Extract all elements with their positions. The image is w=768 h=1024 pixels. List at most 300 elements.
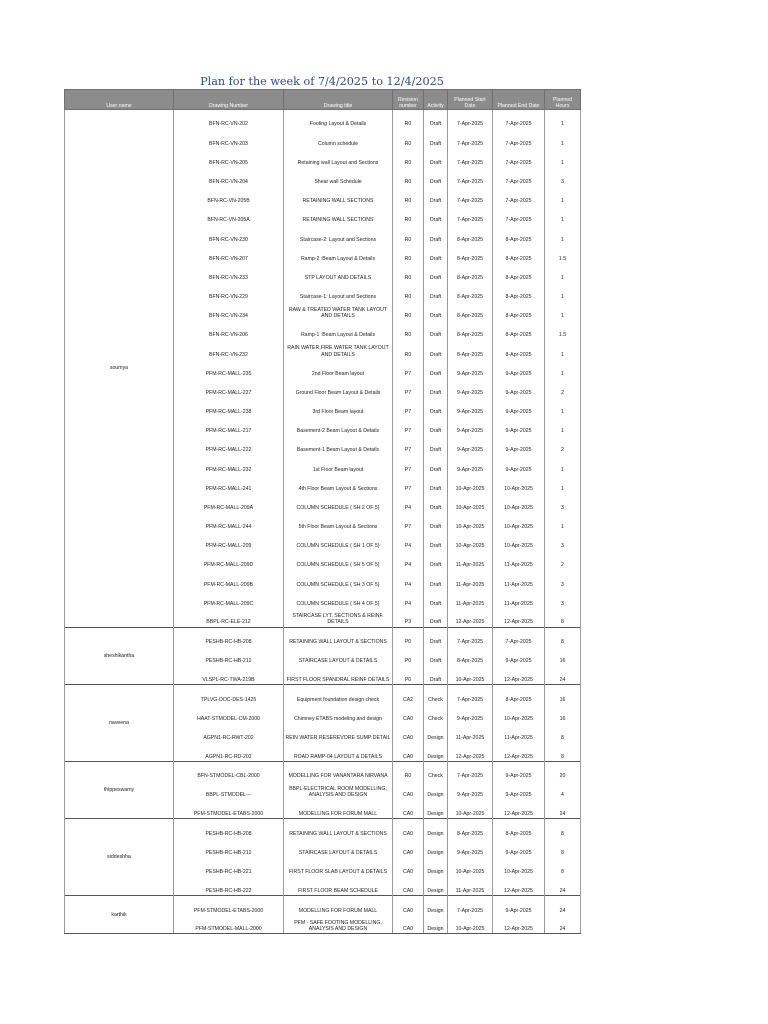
activity-cell xyxy=(424,531,448,550)
revision-text: P4 xyxy=(404,543,412,550)
hours-cell xyxy=(545,474,581,493)
drawing-title-cell xyxy=(284,205,393,224)
drawing-number-cell xyxy=(174,397,284,416)
revision-cell xyxy=(393,416,424,435)
end-date-text: 12-Apr-2025 xyxy=(504,926,533,933)
drawing-title-text: Basement-2 Beam Layout & Details xyxy=(296,428,380,435)
hours-cell xyxy=(545,800,581,819)
revision-text: CA0 xyxy=(402,869,414,876)
drawing-number-cell xyxy=(174,665,284,684)
hours-text: 3 xyxy=(561,581,564,588)
revision-cell xyxy=(393,627,424,646)
hours-cell xyxy=(545,531,581,550)
start-date-text: 9-Apr-2025 xyxy=(457,715,483,722)
end-date-text: 11-Apr-2025 xyxy=(504,581,533,588)
end-date-text: 7-Apr-2025 xyxy=(505,159,532,166)
end-date-text: 8-Apr-2025 xyxy=(505,236,532,243)
drawing-title-cell xyxy=(284,876,393,895)
start-date-text: 7-Apr-2025 xyxy=(457,696,483,703)
end-date-text: 12-Apr-2025 xyxy=(504,676,533,683)
drawing-title-text: Shear wall Schedule xyxy=(314,178,362,185)
end-date-text: 12-Apr-2025 xyxy=(504,811,533,818)
activity-cell xyxy=(424,896,448,915)
start-date-cell xyxy=(448,320,493,339)
hours-text: 1 xyxy=(561,121,564,128)
start-date-cell xyxy=(448,340,493,359)
start-date-text: 8-Apr-2025 xyxy=(457,658,483,665)
user-name-cell: thippeswamy xyxy=(65,761,174,819)
drawing-number-cell xyxy=(174,761,284,780)
end-date-text: 10-Apr-2025 xyxy=(504,524,533,531)
hours-text: 1 xyxy=(561,313,564,320)
hours-text: 1 xyxy=(561,370,564,377)
table-row xyxy=(65,761,581,780)
activity-cell xyxy=(424,550,448,569)
start-date-cell xyxy=(448,531,493,550)
end-date-text: 8-Apr-2025 xyxy=(505,332,532,339)
hours-cell xyxy=(545,819,581,838)
drawing-title-cell xyxy=(284,608,393,627)
drawing-number-text: PESHB-RC-HB-212 xyxy=(205,850,252,856)
revision-text: P0 xyxy=(404,676,412,683)
hours-cell xyxy=(545,167,581,186)
drawing-number-cell xyxy=(174,455,284,474)
end-date-cell xyxy=(493,167,545,186)
drawing-number-text: PESHB-RC-HB-208 xyxy=(205,830,252,837)
start-date-text: 8-Apr-2025 xyxy=(457,830,483,837)
activity-cell xyxy=(424,435,448,454)
hours-cell xyxy=(545,435,581,454)
activity-cell xyxy=(424,589,448,608)
drawing-number-cell xyxy=(174,340,284,359)
drawing-title-text: STAIRCASE LAYOUT & DETAILS xyxy=(298,850,378,856)
drawing-title-text: RETAINING WALL LAYOUT & SECTIONS xyxy=(289,830,387,837)
end-date-text: 9-Apr-2025 xyxy=(505,389,532,396)
drawing-number-cell xyxy=(174,531,284,550)
hours-text: 1 xyxy=(561,217,564,224)
drawing-title-text: MODELLING FOR VANANTARA NIRVANA xyxy=(288,773,388,780)
revision-text: CA0 xyxy=(402,811,414,818)
drawing-title-text: RETAINING WALL LAYOUT & SECTIONS xyxy=(289,639,387,646)
drawing-title-text: FIRST FLOOR BEAM SCHEDULE xyxy=(297,887,379,894)
drawing-number-cell xyxy=(174,781,284,800)
end-date-text: 8-Apr-2025 xyxy=(505,313,532,320)
activity-text: Draft xyxy=(429,389,442,396)
revision-text: P7 xyxy=(404,428,412,435)
hours-text: 1 xyxy=(561,198,564,205)
revision-cell xyxy=(393,838,424,857)
drawing-number-cell xyxy=(174,723,284,742)
drawing-title-cell xyxy=(284,915,393,934)
activity-cell xyxy=(424,876,448,895)
drawing-number-cell xyxy=(174,474,284,493)
start-date-text: 10-Apr-2025 xyxy=(455,811,485,818)
end-date-cell xyxy=(493,340,545,359)
activity-text: Draft xyxy=(429,140,442,147)
drawing-title-text: COLUMN SCHEDULE ( SH 4 OF 5) xyxy=(296,600,380,607)
drawing-title-cell xyxy=(284,685,393,704)
start-date-text: 11-Apr-2025 xyxy=(455,581,485,588)
start-date-text: 9-Apr-2025 xyxy=(457,466,483,473)
start-date-cell xyxy=(448,915,493,934)
activity-cell xyxy=(424,742,448,761)
drawing-number-cell xyxy=(174,646,284,665)
activity-text: Draft xyxy=(429,600,442,607)
activity-text: Check xyxy=(428,773,443,780)
drawing-title-cell xyxy=(284,512,393,531)
activity-text: Design xyxy=(427,734,444,741)
start-date-text: 8-Apr-2025 xyxy=(457,274,483,281)
end-date-text: 7-Apr-2025 xyxy=(505,121,532,128)
start-date-cell xyxy=(448,148,493,167)
table-row xyxy=(65,627,581,646)
drawing-title-cell xyxy=(284,761,393,780)
start-date-cell xyxy=(448,512,493,531)
activity-text: Draft xyxy=(429,351,442,358)
end-date-cell xyxy=(493,186,545,205)
start-date-cell xyxy=(448,167,493,186)
end-date-cell xyxy=(493,397,545,416)
end-date-text: 8-Apr-2025 xyxy=(505,830,532,837)
end-date-cell xyxy=(493,646,545,665)
activity-text: Design xyxy=(427,753,444,760)
activity-text: Draft xyxy=(429,217,442,224)
activity-text: Draft xyxy=(429,428,442,435)
drawing-number-text: BBPL-RC-ELE-212 xyxy=(206,619,251,626)
start-date-cell xyxy=(448,225,493,244)
activity-cell xyxy=(424,244,448,263)
drawing-number-cell xyxy=(174,359,284,378)
revision-cell xyxy=(393,320,424,339)
end-date-text: 9-Apr-2025 xyxy=(505,907,532,914)
start-date-text: 10-Apr-2025 xyxy=(455,869,485,876)
activity-text: Draft xyxy=(429,294,442,301)
drawing-number-cell xyxy=(174,263,284,282)
revision-text: R0 xyxy=(404,773,412,780)
drawing-number-text: AGPN1-RC-RWT-202 xyxy=(203,734,254,741)
revision-text: P4 xyxy=(404,562,412,569)
drawing-title-cell xyxy=(284,167,393,186)
revision-cell xyxy=(393,781,424,800)
drawing-title-text: RETAINING WALL SECTIONS xyxy=(302,217,374,224)
revision-text: R0 xyxy=(404,294,412,301)
drawing-number-text: PFM-RC-MALL-232 xyxy=(205,466,252,473)
activity-cell xyxy=(424,819,448,838)
activity-cell xyxy=(424,282,448,301)
drawing-title-cell xyxy=(284,110,393,129)
start-date-cell xyxy=(448,857,493,876)
hours-cell xyxy=(545,129,581,148)
revision-cell xyxy=(393,378,424,397)
drawing-title-text: PFM - SAFE FOOTING MODELLING, ANALYSIS AND DESIGN xyxy=(294,919,382,933)
drawing-number-text: PFM-RC-MALL-235 xyxy=(205,370,252,377)
end-date-cell xyxy=(493,455,545,474)
start-date-text: 11-Apr-2025 xyxy=(455,734,485,741)
revision-cell xyxy=(393,570,424,589)
start-date-text: 11-Apr-2025 xyxy=(455,562,485,569)
activity-text: Design xyxy=(427,887,444,894)
hours-text: 8 xyxy=(561,869,564,876)
table-row xyxy=(65,685,581,704)
drawing-number-cell xyxy=(174,110,284,129)
hours-text: 8 xyxy=(561,734,564,741)
start-date-text: 12-Apr-2025 xyxy=(455,619,485,626)
end-date-cell xyxy=(493,838,545,857)
drawing-title-cell xyxy=(284,627,393,646)
revision-text: P7 xyxy=(404,524,412,531)
end-date-cell xyxy=(493,263,545,282)
start-date-cell xyxy=(448,474,493,493)
drawing-number-text: BFN-RC-VN-205B xyxy=(207,198,250,205)
drawing-number-text: PESHB-RC-HB-212 xyxy=(205,658,252,665)
activity-text: Draft xyxy=(429,619,442,626)
drawing-title-text: Ramp-1 :Beam Layout & Details xyxy=(300,332,376,339)
hours-cell xyxy=(545,589,581,608)
end-date-text: 12-Apr-2025 xyxy=(504,619,533,626)
activity-cell xyxy=(424,723,448,742)
start-date-text: 9-Apr-2025 xyxy=(457,428,483,435)
drawing-title-cell xyxy=(284,244,393,263)
drawing-title-cell xyxy=(284,723,393,742)
hours-text: 1 xyxy=(561,428,564,435)
hours-cell xyxy=(545,186,581,205)
activity-text: Draft xyxy=(429,562,442,569)
start-date-cell xyxy=(448,359,493,378)
start-date-text: 9-Apr-2025 xyxy=(457,370,483,377)
drawing-number-cell xyxy=(174,685,284,704)
hours-text: 16 xyxy=(559,715,566,722)
drawing-number-text: BFN-STMODEL-CBL-2000 xyxy=(197,773,260,780)
drawing-number-text: TPLVG-DOC-DES-1425 xyxy=(200,696,257,703)
activity-cell xyxy=(424,320,448,339)
drawing-title-text: MODELLING FOR FORUM MALL xyxy=(298,811,378,818)
activity-text: Design xyxy=(427,811,444,818)
start-date-text: 8-Apr-2025 xyxy=(457,236,483,243)
start-date-text: 8-Apr-2025 xyxy=(457,255,483,262)
hours-cell xyxy=(545,320,581,339)
end-date-cell xyxy=(493,608,545,627)
hours-cell xyxy=(545,148,581,167)
drawing-number-text: PFM-RC-MALL-227 xyxy=(205,389,252,396)
drawing-title-cell xyxy=(284,282,393,301)
drawing-title-cell xyxy=(284,148,393,167)
end-date-cell xyxy=(493,205,545,224)
end-date-text: 8-Apr-2025 xyxy=(505,255,532,262)
drawing-number-text: BFN-RC-VN-233 xyxy=(209,274,248,281)
revision-text: P7 xyxy=(404,485,412,492)
hours-cell xyxy=(545,646,581,665)
hours-text: 1 xyxy=(561,274,564,281)
end-date-cell xyxy=(493,512,545,531)
end-date-cell xyxy=(493,665,545,684)
end-date-cell xyxy=(493,416,545,435)
activity-text: Draft xyxy=(429,332,442,339)
revision-cell xyxy=(393,205,424,224)
end-date-cell xyxy=(493,110,545,129)
hours-text: 3 xyxy=(561,178,564,185)
activity-text: Design xyxy=(427,907,444,914)
hours-text: 8 xyxy=(561,619,564,626)
activity-text: Draft xyxy=(429,178,442,185)
drawing-number-text: PFM-RC-MALL-238 xyxy=(205,409,252,416)
start-date-cell xyxy=(448,570,493,589)
end-date-cell xyxy=(493,589,545,608)
start-date-text: 10-Apr-2025 xyxy=(455,504,485,511)
revision-cell xyxy=(393,397,424,416)
end-date-text: 9-Apr-2025 xyxy=(505,792,532,799)
revision-text: CA0 xyxy=(402,850,414,856)
end-date-text: 8-Apr-2025 xyxy=(505,351,532,358)
start-date-text: 7-Apr-2025 xyxy=(457,121,483,128)
drawing-number-cell xyxy=(174,627,284,646)
activity-cell xyxy=(424,110,448,129)
revision-cell xyxy=(393,896,424,915)
activity-cell xyxy=(424,857,448,876)
activity-cell xyxy=(424,512,448,531)
activity-text: Draft xyxy=(429,236,442,243)
start-date-text: 7-Apr-2025 xyxy=(457,198,483,205)
activity-text: Draft xyxy=(429,581,442,588)
drawing-title-cell xyxy=(284,704,393,723)
drawing-title-text: STP LAYOUT AND DETAILS xyxy=(304,274,372,281)
header-revision-number: Revision number xyxy=(393,90,424,110)
end-date-text: 8-Apr-2025 xyxy=(505,274,532,281)
drawing-number-text: BFN-RC-VN-206 xyxy=(209,332,248,339)
table-row xyxy=(65,110,581,129)
revision-cell xyxy=(393,455,424,474)
activity-cell xyxy=(424,205,448,224)
start-date-cell xyxy=(448,244,493,263)
drawing-number-cell xyxy=(174,704,284,723)
start-date-text: 10-Apr-2025 xyxy=(455,926,485,933)
activity-text: Design xyxy=(427,869,444,876)
drawing-number-text: BFN-RC-VN-205A xyxy=(207,217,250,224)
revision-text: CA0 xyxy=(402,792,414,799)
drawing-title-cell xyxy=(284,340,393,359)
hours-text: 1 xyxy=(561,159,564,166)
drawing-number-cell xyxy=(174,838,284,857)
end-date-cell xyxy=(493,685,545,704)
end-date-text: 7-Apr-2025 xyxy=(505,140,532,147)
end-date-cell xyxy=(493,225,545,244)
activity-cell xyxy=(424,915,448,934)
revision-cell xyxy=(393,244,424,263)
page-title: Plan for the week of 7/4/2025 to 12/4/2025 xyxy=(200,75,444,88)
revision-cell xyxy=(393,876,424,895)
drawing-number-cell xyxy=(174,589,284,608)
end-date-text: 9-Apr-2025 xyxy=(505,850,532,856)
drawing-title-text: RAIN WATER,FIRE WATER TANK LAYOUT AND DETAILS xyxy=(287,345,389,358)
hours-text: 24 xyxy=(559,887,566,894)
hours-cell xyxy=(545,512,581,531)
drawing-title-text: STAIRCASE LYT, SECTIONS & REINF. DETAILS xyxy=(292,613,384,626)
end-date-text: 9-Apr-2025 xyxy=(505,658,532,665)
revision-text: P0 xyxy=(404,639,412,646)
end-date-text: 10-Apr-2025 xyxy=(504,504,533,511)
header-planned-start-date: Planned Start Date xyxy=(448,90,493,110)
end-date-cell xyxy=(493,493,545,512)
drawing-title-text: Equipment foundation design check xyxy=(296,696,380,703)
start-date-text: 12-Apr-2025 xyxy=(455,753,485,760)
hours-cell xyxy=(545,397,581,416)
drawing-number-text: BFN-RC-VN-204 xyxy=(209,178,248,185)
hours-cell xyxy=(545,205,581,224)
user-name-cell: sheshikantha xyxy=(65,627,174,685)
hours-cell xyxy=(545,378,581,397)
revision-cell xyxy=(393,723,424,742)
drawing-number-cell xyxy=(174,378,284,397)
hours-cell xyxy=(545,761,581,780)
drawing-number-text: BFN-RC-VN-202 xyxy=(209,121,248,128)
end-date-cell xyxy=(493,896,545,915)
activity-cell xyxy=(424,455,448,474)
drawing-number-text: PFM-RC-MALL-222 xyxy=(205,447,252,454)
hours-cell xyxy=(545,455,581,474)
drawing-title-cell xyxy=(284,819,393,838)
hours-cell xyxy=(545,723,581,742)
drawing-number-cell xyxy=(174,129,284,148)
drawing-title-cell xyxy=(284,129,393,148)
revision-cell xyxy=(393,129,424,148)
activity-text: Draft xyxy=(429,504,442,511)
drawing-title-cell xyxy=(284,493,393,512)
activity-cell xyxy=(424,838,448,857)
drawing-title-text: FIRST FLOOR SPANDRAL REINF DETAILS xyxy=(286,676,390,683)
table-header-row xyxy=(65,90,581,110)
revision-text: CA0 xyxy=(402,887,414,894)
revision-cell xyxy=(393,685,424,704)
activity-cell xyxy=(424,627,448,646)
hours-cell xyxy=(545,915,581,934)
start-date-text: 7-Apr-2025 xyxy=(457,178,483,185)
hours-cell xyxy=(545,340,581,359)
drawing-number-cell xyxy=(174,857,284,876)
revision-cell xyxy=(393,110,424,129)
activity-text: Design xyxy=(427,792,444,799)
activity-cell xyxy=(424,665,448,684)
revision-text: P4 xyxy=(404,600,412,607)
end-date-cell xyxy=(493,531,545,550)
activity-text: Design xyxy=(427,926,444,933)
end-date-cell xyxy=(493,761,545,780)
hours-cell xyxy=(545,876,581,895)
hours-cell xyxy=(545,704,581,723)
start-date-cell xyxy=(448,742,493,761)
hours-text: 1 xyxy=(561,294,564,301)
revision-text: R0 xyxy=(404,351,412,358)
hours-cell xyxy=(545,608,581,627)
activity-text: Design xyxy=(427,850,444,856)
drawing-number-cell xyxy=(174,915,284,934)
activity-cell xyxy=(424,186,448,205)
revision-cell xyxy=(393,742,424,761)
revision-cell xyxy=(393,589,424,608)
end-date-text: 7-Apr-2025 xyxy=(505,198,532,205)
drawing-number-cell xyxy=(174,550,284,569)
start-date-cell xyxy=(448,205,493,224)
revision-text: R0 xyxy=(404,140,412,147)
end-date-text: 7-Apr-2025 xyxy=(505,217,532,224)
hours-text: 20 xyxy=(559,773,566,780)
start-date-text: 9-Apr-2025 xyxy=(457,850,483,856)
revision-text: P4 xyxy=(404,504,412,511)
drawing-title-cell xyxy=(284,857,393,876)
revision-text: P7 xyxy=(404,389,412,396)
hours-cell xyxy=(545,781,581,800)
drawing-title-text: Staircase-1: Layout and Sections xyxy=(299,294,377,301)
hours-text: 24 xyxy=(559,811,566,818)
hours-text: 8 xyxy=(561,639,564,646)
